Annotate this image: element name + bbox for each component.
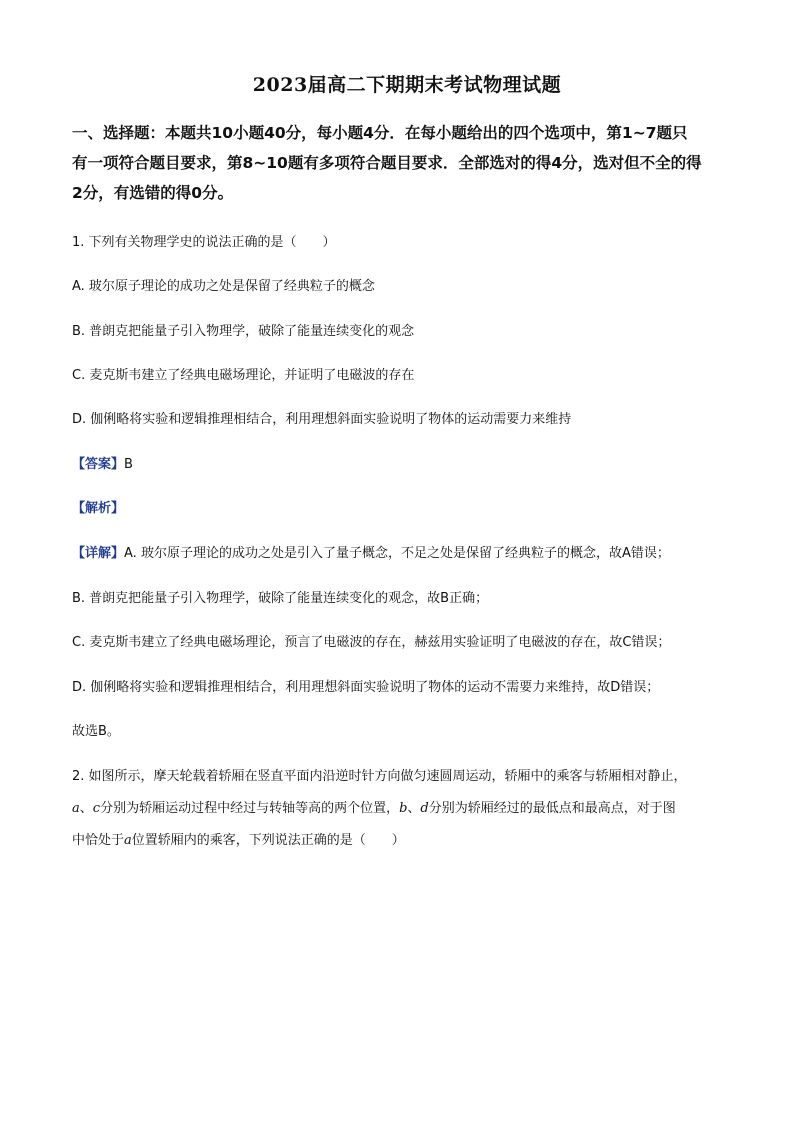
separator: 、 [79,801,93,816]
detail-text-a: A. 玻尔原子理论的成功之处是引入了量子概念，不足之处是保留了经典粒子的概念，故A错误； [124,546,670,561]
line-3-start: 中恰处于 [72,833,125,848]
variable-b: b [399,801,408,816]
answer-line [72,453,133,472]
instructions-line-2: 有一项符合题目要求，第8~10题有多项符合题目要求．全部选对的得4分，选对但不全的得 [72,154,702,172]
instructions-line-1: 一、选择题：本题共10小题40分，每小题4分．在每小题给出的四个选项中，第1~7题只 [72,124,688,142]
analysis-tag: 【解析】 [72,501,125,516]
question-1-option-b: B. 普朗克把能量子引入物理学，破除了能量连续变化的观念 [72,324,415,339]
answer-value: B [124,457,133,472]
variable-a: a [124,833,132,848]
detail-line-d: D. 伽俐略将实验和逻辑推理相结合，利用理想斜面实验说明了物体的运动不需要力来维持，故D错误； [72,680,660,695]
detail-line-b: B. 普朗克把能量子引入物理学，破除了能量连续变化的观念，故B正确； [72,591,489,606]
question-1-stem: 1. 下列有关物理学史的说法正确的是（ ） [72,235,336,250]
question-2-stem-line-2 [72,797,676,816]
question-1-option-c: C. 麦克斯韦建立了经典电磁场理论，并证明了电磁波的存在 [72,368,415,383]
variable-d: d [420,801,429,816]
line-2-end: 分别为轿厢经过的最低点和最高点，对于图 [428,801,676,816]
variable-a: a [72,801,80,816]
exam-title: 2023届高二下期期末考试物理试题 [252,74,562,96]
line-2-middle: 分别为轿厢运动过程中经过与转轴等高的两个位置， [100,801,400,816]
detail-line-c: C. 麦克斯韦建立了经典电磁场理论，预言了电磁波的存在，赫兹用实验证明了电磁波的存在，故C错误； [72,635,671,650]
instructions-line-3: 2分，有选错的得0分。 [72,184,234,202]
question-2-stem-line-3 [72,829,405,848]
line-3-end: 位置轿厢内的乘客，下列说法正确的是（ ） [131,833,405,848]
variable-c: c [92,801,101,816]
conclusion-line: 故选B。 [72,724,120,739]
detail-tag: 【详解】 [72,546,125,561]
separator: 、 [407,801,421,816]
section-instructions [72,118,732,208]
analysis-line [72,497,124,516]
question-1-option-a: A. 玻尔原子理论的成功之处是保留了经典粒子的概念 [72,279,375,294]
question-1-option-d: D. 伽俐略将实验和逻辑推理相结合，利用理想斜面实验说明了物体的运动需要力来维持 [72,412,572,427]
detail-line-a [72,542,670,561]
answer-tag: 【答案】 [72,457,125,472]
question-2-stem-line-1: 2. 如图所示，摩天轮载着轿厢在竖直平面内沿逆时针方向做匀速圆周运动，轿厢中的乘客与轿厢相对静止， [72,769,687,784]
